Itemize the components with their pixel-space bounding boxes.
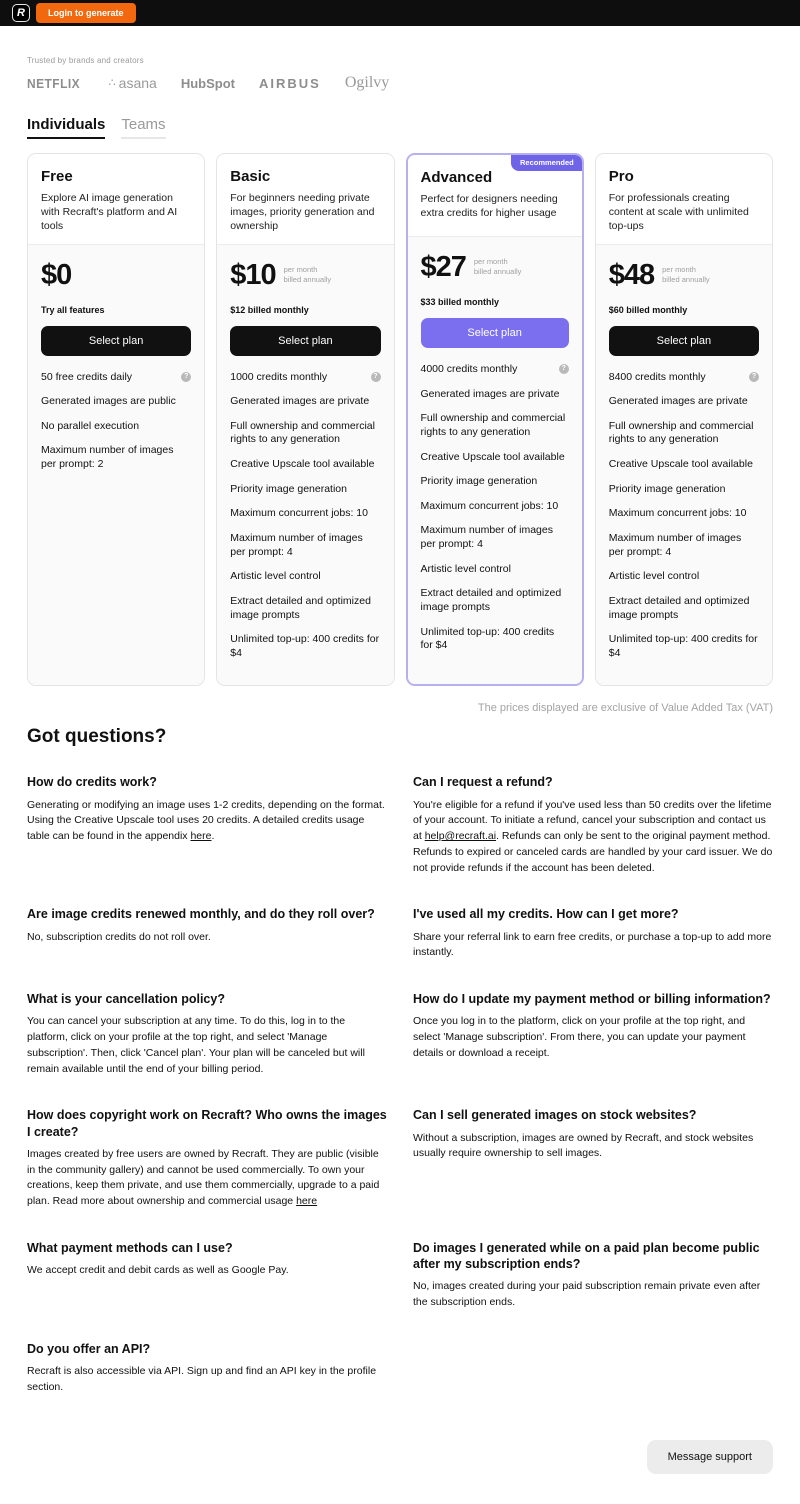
faq-answer-text: Generating or modifying an image uses 1-2 credits, depending on the format. Using the Creative Upscale tool uses 20 credits. A detailed credits usage table can be found in the appendix [27, 798, 385, 843]
plan-feature-label: Priority image generation [608, 482, 726, 495]
info-tooltip-icon[interactable]: ? [371, 372, 381, 382]
plan-feature-label: Maximum concurrent jobs: 10 [608, 507, 747, 520]
plan-body [28, 244, 204, 686]
plan-feature [609, 570, 759, 584]
plan-card-pro [595, 153, 773, 686]
tab-individuals[interactable]: Individuals [27, 116, 105, 139]
asana-logo [109, 75, 157, 91]
plan-feature [421, 563, 569, 577]
faq-answer [27, 1147, 387, 1210]
faq-question: What payment methods can I use? [27, 1240, 233, 1255]
plan-feature [230, 532, 380, 559]
plan-name: Basic [230, 168, 271, 185]
price-note-line2: billed annually [473, 267, 522, 277]
select-plan-button-advanced[interactable]: Select plan [421, 318, 569, 348]
plan-feature [230, 395, 380, 409]
plan-feature [609, 395, 759, 409]
plan-feature [609, 507, 759, 521]
price-note-line1: per month [473, 257, 508, 266]
plan-feature [421, 500, 569, 514]
plan-feature-label: Full ownership and commercial rights to any generation [420, 412, 566, 438]
price-note-line1: per month [662, 264, 696, 274]
plan-feature [41, 444, 191, 471]
plan-feature-label: Unlimited top-up: 400 credits for $4 [420, 625, 555, 652]
info-tooltip-icon[interactable]: ? [749, 372, 759, 382]
plan-description: For professionals creating content at scale with unlimited top-ups [608, 192, 749, 233]
plan-price: $48 [608, 258, 655, 291]
plan-feature [230, 507, 380, 521]
faq-answer [27, 1364, 387, 1396]
plan-feature [609, 371, 759, 385]
plan-body [596, 244, 772, 686]
plan-feature [421, 388, 569, 402]
faq-item-billing-update [413, 991, 773, 1077]
plan-feature-label: Maximum number of images per prompt: 4 [608, 532, 742, 558]
plan-feature [609, 595, 759, 622]
faq-link-email[interactable]: help@recraft.ai [424, 830, 497, 843]
faq-item-get-more-credits [413, 906, 773, 961]
plan-price: $10 [230, 258, 276, 291]
select-plan-button-free[interactable]: Select plan [41, 326, 191, 356]
trusted-section [27, 56, 773, 92]
airbus-logo: AIRBUS [258, 75, 321, 91]
plan-feature [41, 420, 191, 434]
plan-card-advanced [406, 153, 584, 686]
price-row [230, 258, 380, 293]
faq-link[interactable]: here [296, 1195, 318, 1208]
plan-price: $0 [41, 258, 72, 291]
plan-feature-label: Extract detailed and optimized image prompts [230, 594, 371, 621]
plan-feature [230, 458, 380, 472]
faq-answer-text: Images created by free users are owned by Recraft. They are public (visible in the community gallery) and cannot be used commercially. To own your creations, keep them private, and use them commercially, upgrade to a paid plan. Read more about ownership and commercial usage [27, 1147, 380, 1208]
faq-answer [27, 930, 387, 946]
info-tooltip-icon[interactable]: ? [181, 372, 191, 382]
tab-teams[interactable]: Teams [121, 116, 165, 139]
plan-cards [27, 153, 773, 686]
faq-item-renewal [27, 906, 387, 961]
faq-answer-text: We accept credit and debit cards as well as Google Pay. [27, 1264, 289, 1277]
plan-feature-label: Generated images are public [41, 395, 176, 408]
faq-answer [27, 1014, 387, 1077]
plan-feature-label: 1000 credits monthly [230, 370, 328, 383]
price-row [421, 253, 569, 285]
faq-question: How do credits work? [27, 775, 157, 790]
plan-feature-label: Maximum concurrent jobs: 10 [230, 507, 368, 520]
faq-question: How does copyright work on Recraft? Who owns the images I create? [27, 1108, 387, 1139]
plan-feature-label: Generated images are private [230, 395, 370, 408]
recraft-logo[interactable] [12, 4, 30, 22]
plan-feature-label: Priority image generation [230, 482, 347, 495]
plan-feature [421, 587, 569, 614]
faq-item-stock-websites [413, 1107, 773, 1210]
plan-feature-label: Maximum number of images per prompt: 2 [41, 444, 174, 471]
feature-list [41, 371, 191, 483]
support-row [27, 1440, 773, 1474]
faq-answer [413, 1279, 773, 1311]
plan-feature [230, 570, 380, 584]
plan-feature [609, 420, 759, 447]
plan-feature [609, 483, 759, 497]
faq-item-copyright [27, 1107, 387, 1210]
plan-name: Advanced [420, 169, 493, 186]
plan-header [28, 154, 204, 244]
plan-feature-label: Maximum number of images per prompt: 4 [230, 532, 363, 558]
billed-note: $12 billed monthly [230, 304, 309, 315]
plan-feature-label: Maximum number of images per prompt: 4 [420, 524, 553, 551]
plan-feature-label: Extract detailed and optimized image prompts [420, 587, 562, 614]
info-tooltip-icon[interactable]: ? [559, 364, 569, 374]
plan-feature-label: 50 free credits daily [41, 370, 133, 383]
faq-spacer [413, 1341, 773, 1396]
faq-link[interactable]: here [190, 830, 212, 843]
faq-answer-text: . Refunds can only be sent to the original payment method. Refunds to expired or canceled cards are handled by your card issuer. We do not provide refunds if the account has been deleted. [413, 830, 773, 874]
select-plan-button-pro[interactable]: Select plan [609, 326, 759, 356]
plan-feature [421, 363, 569, 377]
vat-note: The prices displayed are exclusive of Value Added Tax (VAT) [477, 702, 773, 715]
plan-body [217, 244, 393, 686]
plan-feature [230, 483, 380, 497]
plan-feature [230, 371, 380, 385]
plan-header [596, 154, 772, 244]
netflix-logo: NETFLIX [27, 75, 81, 91]
faq-answer-text: Recraft is also accessible via API. Sign up and find an API key in the profile section. [27, 1365, 377, 1393]
faq-item-api [27, 1341, 387, 1396]
asana-dots-icon: ∴ [108, 76, 116, 89]
plan-feature-label: 4000 credits monthly [420, 363, 518, 375]
faq-question: Do images I generated while on a paid plan become public after my subscription ends? [413, 1240, 760, 1272]
faq-item-public-after-end [413, 1240, 773, 1311]
feature-list [609, 371, 759, 672]
faq-question: Are image credits renewed monthly, and do they roll over? [27, 907, 375, 922]
plan-feature-label: 8400 credits monthly [608, 370, 706, 383]
price-note [284, 265, 332, 285]
faq-answer [413, 1131, 773, 1163]
plan-feature [609, 458, 759, 472]
plan-feature-label: Full ownership and commercial rights to any generation [608, 419, 754, 446]
pricing-page [0, 56, 800, 1474]
recommended-badge: Recommended [511, 155, 583, 171]
price-note-line1: per month [283, 264, 318, 274]
price-note-line2: billed annually [662, 274, 710, 284]
brand-logos [27, 74, 773, 92]
plan-feature-label: Maximum concurrent jobs: 10 [420, 499, 559, 512]
price-note-line2: billed annually [283, 274, 332, 284]
plan-description: Perfect for designers needing extra credits for higher usage [420, 193, 558, 220]
plan-feature-label: Creative Upscale tool available [230, 458, 375, 471]
plan-body [408, 236, 582, 684]
trusted-label: Trusted by brands and creators [27, 56, 144, 65]
price-row [608, 258, 759, 293]
price-note [474, 257, 522, 277]
plan-feature-label: Creative Upscale tool available [420, 450, 565, 463]
plan-feature-label: Full ownership and commercial rights to any generation [230, 419, 375, 446]
plan-price: $27 [420, 251, 466, 283]
faq-question: How do I update my payment method or billing information? [413, 992, 771, 1007]
hubspot-logo: HubSpot [180, 75, 235, 91]
plan-feature [421, 451, 569, 465]
plan-feature [421, 524, 569, 551]
faq-question: Do you offer an API? [27, 1341, 151, 1356]
plan-feature-label: No parallel execution [41, 419, 140, 432]
billed-note: Try all features [41, 304, 105, 315]
plan-feature-label: Unlimited top-up: 400 credits for $4 [608, 633, 758, 659]
faq-item-refund [413, 774, 773, 876]
plan-description: Explore AI image generation with Recraft's platform and AI tools [41, 192, 178, 233]
faq-answer-text: Once you log in to the platform, click on your profile at the top right, and select 'Manage subscription'. From there, you can update your payment details or download a receipt. [413, 1015, 746, 1059]
plan-feature-label: Generated images are private [420, 387, 560, 400]
plan-feature-label: Artistic level control [608, 570, 700, 583]
message-support-button[interactable]: Message support [647, 1440, 773, 1474]
faq-question: Can I request a refund? [413, 775, 553, 790]
faq-question: What is your cancellation policy? [27, 992, 225, 1007]
plan-description: For beginners needing private images, priority generation and ownership [230, 192, 375, 233]
audience-tabs [27, 116, 773, 139]
faq-title: Got questions? [27, 726, 167, 748]
select-plan-button-basic[interactable]: Select plan [230, 326, 380, 356]
billed-note: $33 billed monthly [420, 297, 500, 307]
plan-feature [421, 412, 569, 439]
plan-feature-label: Unlimited top-up: 400 credits for $4 [230, 633, 380, 659]
plan-feature-label: Artistic level control [420, 562, 511, 575]
faq-answer [413, 930, 773, 962]
faq-answer-text: No, images created during your paid subscription remain private even after the subscription ends. [413, 1280, 761, 1309]
faq-answer-text: Without a subscription, images are owned by Recraft, and stock websites usually require ownership to sell images. [413, 1131, 754, 1160]
plan-feature [421, 626, 569, 653]
plan-feature [609, 532, 759, 559]
plan-feature-label: Priority image generation [420, 475, 538, 488]
plan-feature-label: Creative Upscale tool available [608, 458, 753, 471]
faq-answer-text: You're eligible for a refund if you've used less than 50 credits over the lifetime of your account. To initiate a refund, cancel your subscription and contact us at [413, 798, 772, 843]
recraft-logo-icon: R [17, 6, 25, 19]
faq-item-cancellation [27, 991, 387, 1077]
faq-answer [413, 1014, 773, 1061]
faq-answer-text: Share your referral link to earn free credits, or purchase a top-up to add more instantly. [413, 930, 772, 959]
plan-feature-label: Generated images are private [608, 395, 748, 408]
faq-question: I've used all my credits. How can I get more? [413, 907, 679, 922]
faq-answer [27, 798, 387, 845]
plan-header [217, 154, 393, 244]
faq-answer-text: . [211, 830, 215, 843]
price-row [41, 258, 191, 293]
plan-feature [230, 633, 380, 660]
plan-feature [609, 633, 759, 660]
billed-note: $60 billed monthly [608, 304, 688, 315]
plan-card-free [27, 153, 205, 686]
faq-item-payment-methods [27, 1240, 387, 1311]
plan-feature-label: Extract detailed and optimized image prompts [608, 594, 750, 621]
login-button[interactable]: Login to generate [36, 3, 136, 23]
plan-feature [230, 420, 380, 447]
plan-name: Pro [608, 168, 634, 185]
faq-answer [413, 798, 773, 877]
plan-feature-label: Artistic level control [230, 570, 321, 583]
faq-section [27, 774, 773, 1395]
plan-feature [230, 595, 380, 622]
price-note [662, 265, 710, 285]
faq-answer-text: You can cancel your subscription at any time. To do this, log in to the platform, click on your profile at the top right, and select 'Manage subscription'. Then, click 'Cancel plan'. Your plan will be canceled but will remain available until the end of your billing period. [27, 1015, 365, 1075]
feature-list [230, 371, 380, 672]
plan-feature [41, 371, 191, 385]
faq-item-credits [27, 774, 387, 876]
top-bar [0, 0, 800, 26]
faq-question: Can I sell generated images on stock websites? [413, 1108, 697, 1123]
ogilvy-logo: Ogilvy [344, 74, 390, 91]
plan-feature [41, 395, 191, 409]
faq-answer [27, 1263, 387, 1279]
feature-list [421, 363, 569, 664]
plan-feature [421, 475, 569, 489]
faq-answer-text: No, subscription credits do not roll over. [27, 930, 211, 943]
plan-card-basic [216, 153, 394, 686]
plan-name: Free [41, 168, 73, 185]
asana-logo-label: asana [118, 75, 157, 91]
